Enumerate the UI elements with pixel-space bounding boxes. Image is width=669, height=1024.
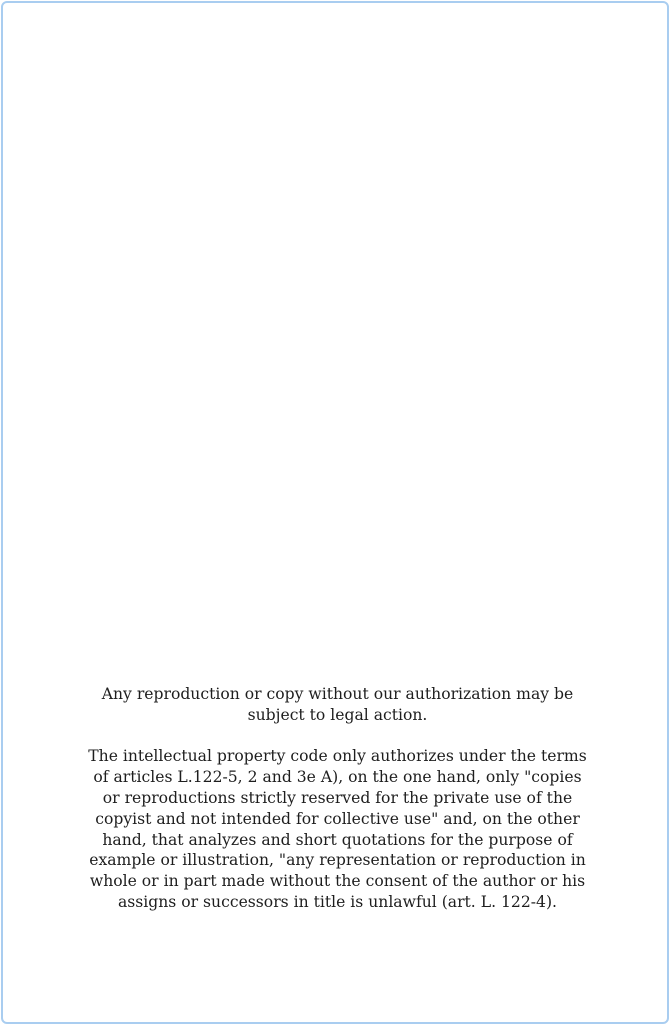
copyright-notice: [83, 684, 592, 913]
page-frame: [1, 1, 669, 1024]
reproduction-warning: Any reproduction or copy without our authorization may be subject to legal action.: [101, 685, 574, 724]
intellectual-property-text: The intellectual property code only authorizes under the terms of articles L.122-5, 2 and 3e A), on the one hand, only "copies or reproductions strictly reserved for the private use of the copyist and not intended for collective use" and, on the other hand, that analyzes and short quotations for the purpose of example or illustration, "any representation or reproduction in whole or in part made without the consent of the author or his assigns or successors in title is unlawful (art. L. 122-4).: [88, 747, 587, 911]
